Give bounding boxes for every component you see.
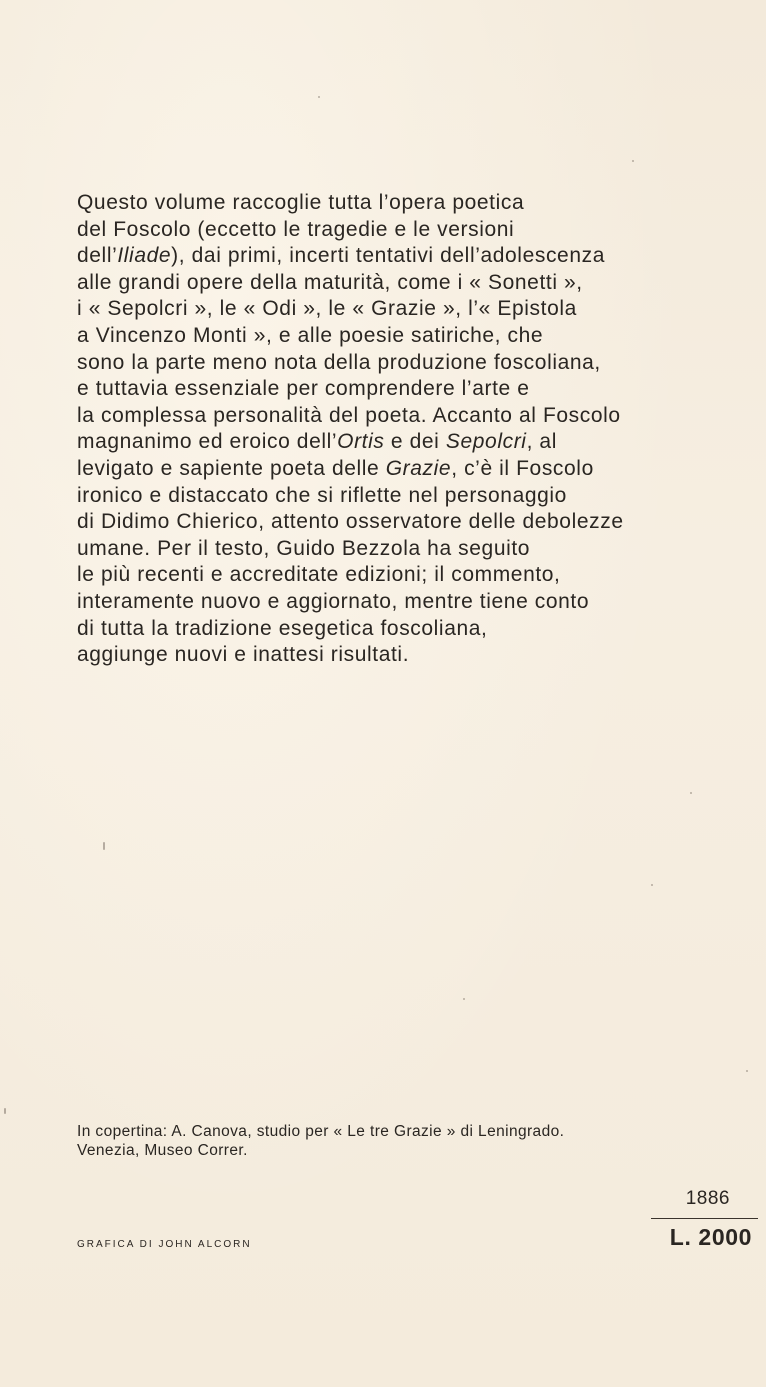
description-text: sono la parte meno nota della produzione foscoliana, <box>77 350 601 374</box>
description-text: Questo volume raccoglie tutta l’opera poetica <box>77 191 525 214</box>
paper-speck <box>103 842 105 850</box>
description-text: umane. Per il testo, Guido Bezzola ha seguito <box>77 536 531 560</box>
paper-speck <box>318 96 320 98</box>
description-text: alle grandi opere della maturità, come i « Sonetti », <box>77 270 583 294</box>
description-line <box>77 403 757 430</box>
italic-title: Grazie <box>385 456 452 480</box>
description-line <box>77 509 757 536</box>
description-line <box>77 456 757 483</box>
description-line <box>77 483 757 510</box>
description-line <box>77 536 757 563</box>
description-line <box>77 270 757 297</box>
description-text: interamente nuovo e aggiornato, mentre tiene conto <box>77 589 590 613</box>
description-line <box>77 243 757 270</box>
description-text: magnanimo ed eroico dell’ <box>77 430 338 454</box>
description-text: a Vincenzo Monti », e alle poesie satiriche, che <box>77 323 544 347</box>
description-line <box>77 296 757 323</box>
paper-speck <box>4 1108 6 1114</box>
italic-title: Sepolcri <box>445 430 527 454</box>
paper-speck <box>632 160 634 162</box>
paper-speck <box>690 792 692 794</box>
paper-speck <box>746 1070 748 1072</box>
description-text: di Didimo Chierico, attento osservatore delle debolezze <box>77 510 624 534</box>
description-text: ironico e distaccato che si riflette nel personaggio <box>77 483 567 507</box>
description-line <box>77 217 757 244</box>
description-text: la complessa personalità del poeta. Accanto al Foscolo <box>77 403 621 427</box>
description-text: i « Sepolcri », le « Odi », le « Grazie », l’« Epistola <box>77 297 577 321</box>
catalog-number: 1886 <box>685 1188 730 1209</box>
description-text: e dei <box>384 430 446 454</box>
price-divider <box>651 1218 758 1219</box>
description-text: levigato e sapiente poeta delle <box>77 456 386 480</box>
italic-title: Iliade <box>117 244 172 268</box>
description-line <box>77 562 757 589</box>
description-text: dell’ <box>77 244 118 268</box>
description-text: , c’è il Foscolo <box>451 456 594 480</box>
description-line <box>77 323 757 350</box>
description-line <box>77 616 757 643</box>
description-text: aggiunge nuovi e inattesi risultati. <box>77 643 410 667</box>
book-description <box>77 190 757 669</box>
description-text: , al <box>526 430 557 454</box>
description-line <box>77 429 757 456</box>
cover-caption-line-2: Venezia, Museo Correr. <box>77 1142 248 1159</box>
cover-caption <box>77 1122 757 1160</box>
description-line <box>77 589 757 616</box>
italic-title: Ortis <box>337 430 385 454</box>
description-line <box>77 642 757 669</box>
description-text: di tutta la tradizione esegetica foscoliana, <box>77 616 488 640</box>
paper-speck <box>463 998 465 1000</box>
description-text: le più recenti e accreditate edizioni; il commento, <box>77 563 561 587</box>
paper-speck <box>651 884 653 886</box>
description-line <box>77 350 757 377</box>
description-text: ), dai primi, incerti tentativi dell’adolescenza <box>171 244 605 268</box>
design-credit: GRAFICA DI JOHN ALCORN <box>77 1239 252 1250</box>
description-line <box>77 190 757 217</box>
description-text: e tuttavia essenziale per comprendere l’arte e <box>77 377 530 401</box>
description-text: del Foscolo (eccetto le tragedie e le versioni <box>77 217 515 241</box>
price-label: L. 2000 <box>669 1224 752 1250</box>
description-line <box>77 376 757 403</box>
cover-caption-line-1: In copertina: A. Canova, studio per « Le tre Grazie » di Leningrado. <box>77 1123 565 1140</box>
